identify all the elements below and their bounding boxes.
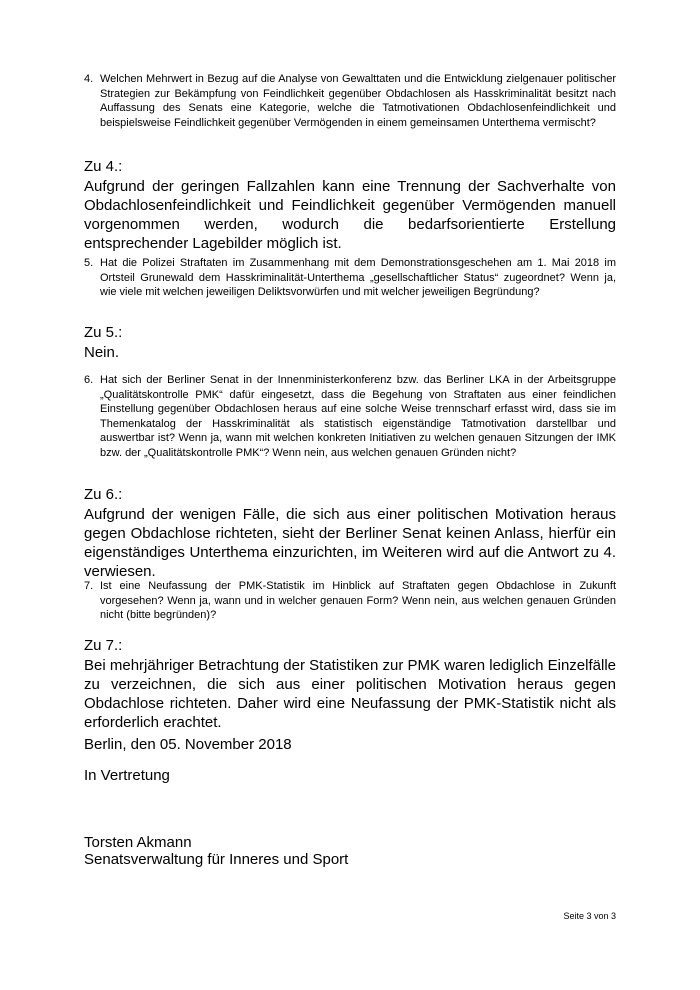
answer-7	[84, 636, 616, 732]
question-7	[84, 579, 616, 623]
answer-heading: Zu 7.:	[84, 637, 123, 654]
answer-heading: Zu 6.:	[84, 486, 123, 503]
signer-name: Torsten Akmann	[84, 834, 192, 851]
question-text: Hat die Polizei Straftaten im Zusammenhang mit dem Demonstrationsgeschehen am 1. Mai 2018 im Ortsteil Grunewald dem Hasskriminalität-Unterthema „gesellschaftlicher Status“ zugeordnet? Wenn ja, wie viele mit welchen jeweiligen Deliktsvorwürfen und mit welcher jeweiligen Begründung?	[100, 257, 616, 299]
answer-text: Bei mehrjähriger Betrachtung der Statistiken zur PMK waren lediglich Einzelfälle zu verzeichnen, die sich aus einer politischen Motivation heraus gegen Obdachlose richteten. Daher wird eine Neufassung der PMK-Statistik nicht als erforderlich erachtet.	[84, 657, 616, 731]
question-text: Ist eine Neufassung der PMK-Statistik im Hinblick auf Straftaten gegen Obdachlose in Zukunft vorgesehen? Wenn ja, wann und in welcher genauen Form? Wenn nein, aus welchen genauen Gründen nicht (bitte begründen)?	[100, 580, 616, 622]
representation-note: In Vertretung	[84, 767, 170, 784]
answer-heading: Zu 5.:	[84, 324, 123, 341]
question-text: Welchen Mehrwert in Bezug auf die Analyse von Gewalttaten und die Entwicklung zielgenauer politischer Strategien zur Bekämpfung von Feindlichkeit gegenüber Obdachlosen als Hasskriminalität besitzt nach Auffassung des Senats eine Kategorie, welche die Tatmotivationen Obdachlosenfeindlichkeit und beispielsweise Feindlichkeit gegenüber Vermögenden in einem gemeinsamen Unterthema vermischt?	[100, 73, 616, 129]
question-4	[84, 72, 616, 130]
question-number: 7.	[84, 580, 94, 592]
question-6	[84, 373, 616, 461]
answer-text: Aufgrund der geringen Fallzahlen kann eine Trennung der Sachverhalte von Obdachlosenfeindlichkeit und Feindlichkeit gegenüber Vermögenden manuell vorgenommen werden, wodurch die bedarfsorientierte Erstellung entsprechender Lagebilder möglich ist.	[84, 178, 616, 252]
answer-5	[84, 323, 616, 362]
answer-heading: Zu 4.:	[84, 158, 123, 175]
answer-6	[84, 485, 616, 581]
question-number: 5.	[84, 257, 94, 269]
place-date: Berlin, den 05. November 2018	[84, 736, 292, 753]
question-number: 4.	[84, 73, 94, 85]
question-number: 6.	[84, 374, 94, 386]
signer-office: Senatsverwaltung für Inneres und Sport	[84, 851, 349, 868]
question-5	[84, 256, 616, 300]
answer-text: Nein.	[84, 344, 120, 361]
answer-text: Aufgrund der wenigen Fälle, die sich aus einer politischen Motivation heraus gegen Obdachlose richteten, sieht der Berliner Senat keinen Anlass, hierfür ein eigenständiges Unterthema einzurichten, im Weiteren wird auf die Antwort zu 4. verwiesen.	[84, 506, 616, 580]
question-text: Hat sich der Berliner Senat in der Innenministerkonferenz bzw. das Berliner LKA in der Arbeitsgruppe „Qualitätskontrolle PMK“ dafür eingesetzt, dass die Begehung von Straftaten aus einer feindlichen Einstellung gegenüber Obdachlosen heraus auf eine solche Weise trennscharf erfasst wird, dass sie im Themenkatalog der Hasskriminalität als statistisch eigenständige Tatmotivation darstellbar und auswertbar ist? Wenn ja, wann mit welchen konkreten Initiativen zu welchen genauen Sitzungen der IMK bzw. der „Qualitätskontrolle PMK“? Wenn nein, aus welchen genauen Gründen nicht?	[100, 374, 616, 459]
page-number: Seite 3 von 3	[563, 911, 616, 921]
answer-4	[84, 157, 616, 253]
